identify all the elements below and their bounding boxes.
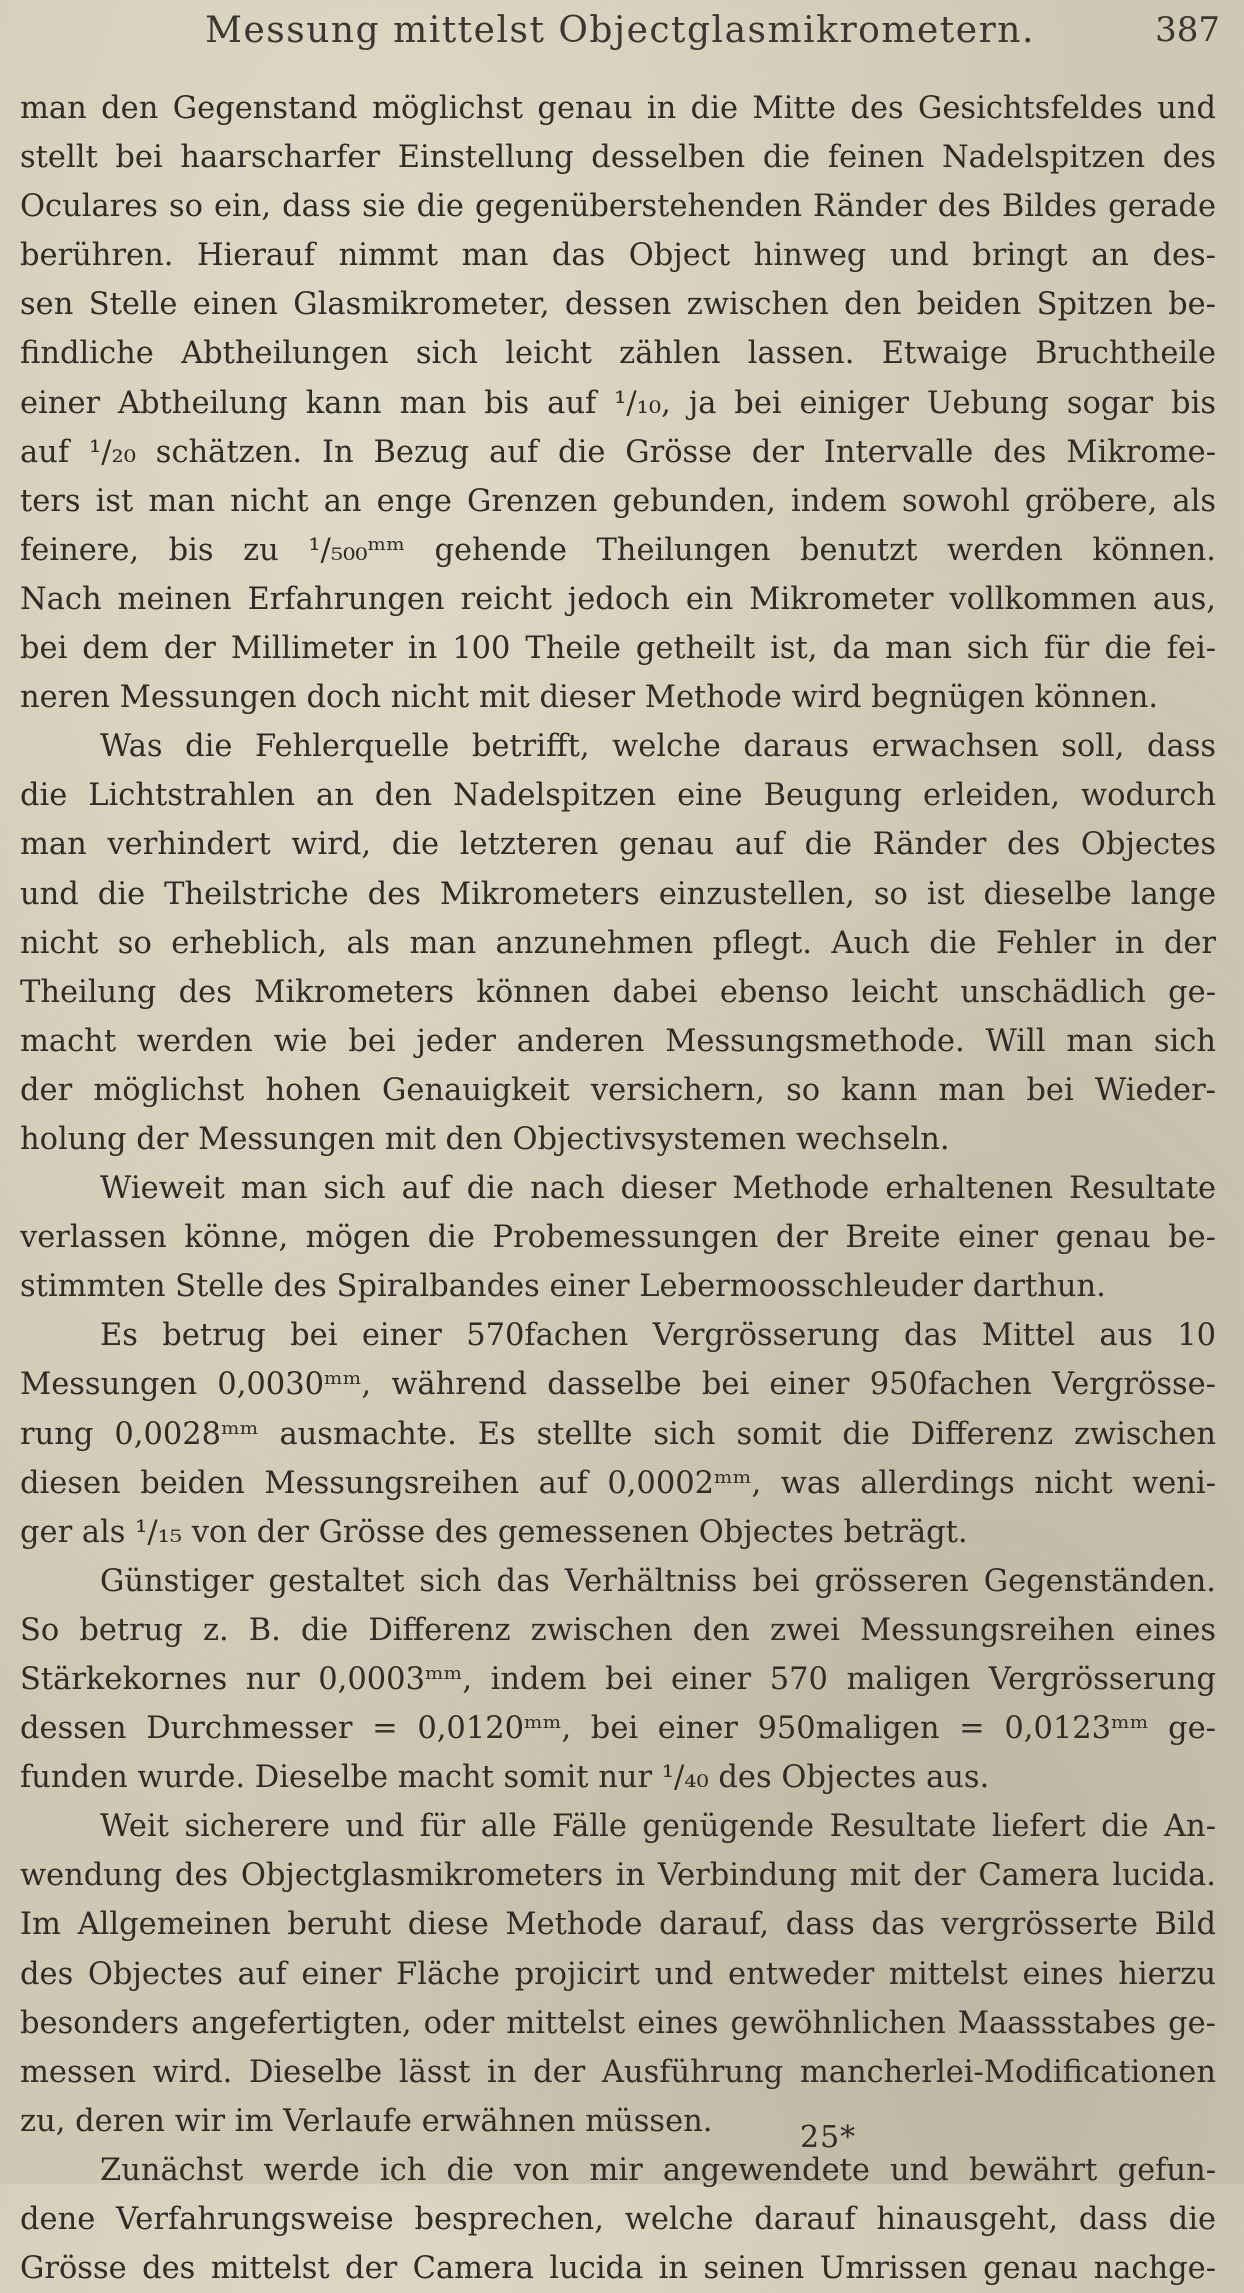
text-line: rung 0,0028ᵐᵐ ausmachte. Es stellte sich somit die Differenz zwischen [20, 1416, 1216, 1452]
text-line: Im Allgemeinen beruht diese Methode darauf, dass das vergrösserte Bild [20, 1907, 1216, 1943]
text-line: Es betrug bei einer 570fachen Vergrösserung das Mittel aus 10 [100, 1318, 1216, 1354]
text-line: der möglichst hohen Genauigkeit versichern, so kann man bei Wieder- [20, 1072, 1216, 1108]
text-line: zu, deren wir im Verlaufe erwähnen müssen. [20, 2103, 713, 2139]
text-line: Günstiger gestaltet sich das Verhältniss bei grösseren Gegenständen. [100, 1563, 1216, 1599]
text-line: Weit sicherere und für alle Fälle genügende Resultate liefert die An- [100, 1809, 1216, 1845]
text-line: dene Verfahrungsweise besprechen, welche darauf hinausgeht, dass die [20, 2202, 1216, 2238]
running-header [20, 10, 1220, 54]
text-line: ters ist man nicht an enge Grenzen gebunden, indem sowohl gröbere, als [20, 483, 1216, 519]
text-line: Stärkekornes nur 0,0003ᵐᵐ, indem bei einer 570 maligen Vergrösserung [20, 1662, 1216, 1697]
text-line: macht werden wie bei jeder anderen Messungsmethode. Will man sich [20, 1023, 1216, 1059]
body-text [20, 84, 1216, 2293]
text-line: Was die Fehlerquelle betrifft, welche daraus erwachsen soll, dass [100, 729, 1216, 765]
text-line: verlassen könne, mögen die Probemessungen der Breite einer genau be- [20, 1220, 1216, 1256]
text-line: berühren. Hierauf nimmt man das Object hinweg und bringt an des- [20, 238, 1216, 274]
text-line: feinere, bis zu ¹/₅₀₀ᵐᵐ gehende Theilungen benutzt werden können. [20, 532, 1216, 568]
text-line: funden wurde. Dieselbe macht somit nur ¹/₄₀ des Objectes aus. [20, 1760, 990, 1796]
text-line: wendung des Objectglasmikrometers in Verbindung mit der Camera lucida. [20, 1858, 1216, 1894]
text-line: dessen Durchmesser = 0,0120ᵐᵐ, bei einer 950maligen = 0,0123ᵐᵐ ge- [20, 1711, 1216, 1747]
text-line: messen wird. Dieselbe lässt in der Ausführung mancherlei-Modificationen [20, 2054, 1216, 2090]
text-line: diesen beiden Messungsreihen auf 0,0002ᵐᵐ, was allerdings nicht weni- [20, 1465, 1216, 1501]
running-title: Messung mittelst Objectglasmikrometern. [205, 10, 1035, 51]
text-line: die Lichtstrahlen an den Nadelspitzen eine Beugung erleiden, wodurch [20, 778, 1216, 814]
text-line: sen Stelle einen Glasmikrometer, dessen zwischen den beiden Spitzen be- [20, 287, 1216, 323]
text-line: holung der Messungen mit den Objectivsystemen wechseln. [20, 1121, 950, 1157]
text-line: man verhindert wird, die letzteren genau auf die Ränder des Objectes [20, 827, 1216, 863]
text-line: und die Theilstriche des Mikrometers einzustellen, so ist dieselbe lange [20, 876, 1216, 912]
text-line: Nach meinen Erfahrungen reicht jedoch ein Mikrometer vollkommen aus, [20, 581, 1216, 617]
text-line: stimmten Stelle des Spiralbandes einer Lebermoosschleuder darthun. [20, 1269, 1106, 1305]
signature-mark: 25* [800, 2120, 857, 2155]
text-line: So betrug z. B. die Differenz zwischen den zwei Messungsreihen eines [20, 1612, 1216, 1648]
text-line: Theilung des Mikrometers können dabei ebenso leicht unschädlich ge- [20, 974, 1216, 1010]
page-number: 387 [1155, 10, 1220, 50]
text-line: Oculares so ein, dass sie die gegenüberstehenden Ränder des Bildes gerade [20, 189, 1216, 225]
text-line: findliche Abtheilungen sich leicht zählen lassen. Etwaige Bruchtheile [20, 336, 1216, 372]
text-line: nicht so erheblich, als man anzunehmen pflegt. Auch die Fehler in der [20, 925, 1216, 961]
text-line: bei dem der Millimeter in 100 Theile getheilt ist, da man sich für die fei- [20, 631, 1216, 667]
text-line: Grösse des mittelst der Camera lucida in seinen Umrissen genau nachge- [20, 2251, 1216, 2287]
text-line: Zunächst werde ich die von mir angewendete und bewährt gefun- [100, 2152, 1216, 2188]
text-line: man den Gegenstand möglichst genau in die Mitte des Gesichtsfeldes und [20, 91, 1216, 126]
text-line: Messungen 0,0030ᵐᵐ, während dasselbe bei einer 950fachen Vergrösse- [20, 1367, 1216, 1403]
text-line: stellt bei haarscharfer Einstellung desselben die feinen Nadelspitzen des [20, 140, 1216, 176]
text-line: neren Messungen doch nicht mit dieser Methode wird begnügen können. [20, 680, 1159, 716]
text-line: besonders angefertigten, oder mittelst eines gewöhnlichen Maassstabes ge- [20, 2005, 1216, 2041]
text-line: auf ¹/₂₀ schätzen. In Bezug auf die Grösse der Intervalle des Mikrome- [20, 434, 1216, 470]
text-line: des Objectes auf einer Fläche projicirt und entweder mittelst eines hierzu [20, 1956, 1216, 1992]
text-line: Wieweit man sich auf die nach dieser Methode erhaltenen Resultate [100, 1171, 1216, 1207]
text-line: einer Abtheilung kann man bis auf ¹/₁₀, ja bei einiger Uebung sogar bis [20, 385, 1216, 421]
text-line: ger als ¹/₁₅ von der Grösse des gemessenen Objectes beträgt. [20, 1514, 968, 1550]
